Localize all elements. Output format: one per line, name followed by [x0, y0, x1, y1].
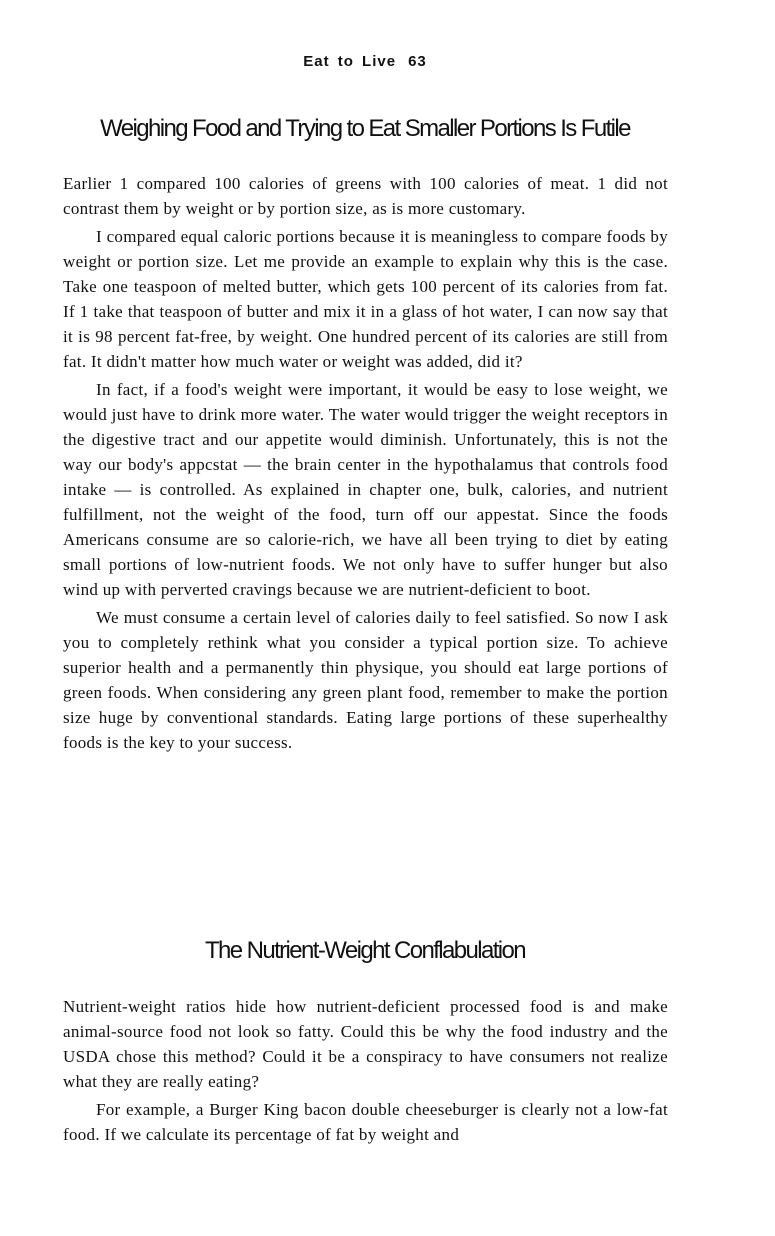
paragraph: Nutrient-weight ratios hide how nutrient-deficient processed food is and make animal-source food not look so fatty. Could this be why the food industry and the USDA chose this method? Could it be a conspiracy to have consumers not realize what they are really eating?	[63, 997, 668, 1091]
section-heading-nutrient-weight: The Nutrient-Weight Conflabulation	[204, 937, 526, 964]
running-head-title: Eat to Live	[303, 53, 397, 70]
page-number: 63	[408, 53, 427, 70]
paragraph: For example, a Burger King bacon double cheeseburger is clearly not a low-fat food. If we calculate its percentage of fat by weight and	[63, 1100, 668, 1144]
section-body-nutrient-weight	[63, 994, 668, 1147]
paragraph: Earlier 1 compared 100 calories of greens with 100 calories of meat. 1 did not contrast them by weight or by portion size, as is more customary.	[63, 174, 668, 218]
paragraph: We must consume a certain level of calories daily to feel satisfied. So now I ask you to completely rethink what you consider a typical portion size. To achieve superior health and a permanently thin physique, you should eat large portions of green foods. When considering any green plant food, remember to make the portion size huge by conventional standards. Eating large portions of these superhealthy foods is the key to your success.	[63, 608, 668, 752]
section-heading-weighing-food: Weighing Food and Trying to Eat Smaller Portions Is Futile	[100, 115, 630, 142]
paragraph: I compared equal caloric portions because it is meaningless to compare foods by weight or portion size. Let me provide an example to explain why this is the case. Take one teaspoon of melted butter, which gets 100 percent of its calories from fat. If 1 take that teaspoon of butter and mix it in a glass of hot water, I can now say that it is 98 percent fat-free, by weight. One hundred percent of its calories are still from fat. It didn't matter how much water or weight was added, did it?	[63, 227, 668, 371]
paragraph: In fact, if a food's weight were important, it would be easy to lose weight, we would just have to drink more water. The water would trigger the weight receptors in the digestive tract and our appetite would diminish. Unfortunately, this is not the way our body's appcstat — the brain center in the hypothalamus that controls food intake — is controlled. As explained in chapter one, bulk, calories, and nutrient fulfillment, not the weight of the food, turn off our appestat. Since the foods Americans consume are so calorie-rich, we have all been trying to diet by eating small portions of low-nutrient foods. We not only have to suffer hunger but also wind up with perverted cravings because we are nutrient-deficient to boot.	[63, 380, 668, 599]
running-head	[0, 53, 730, 70]
section-body-weighing-food	[63, 171, 668, 755]
